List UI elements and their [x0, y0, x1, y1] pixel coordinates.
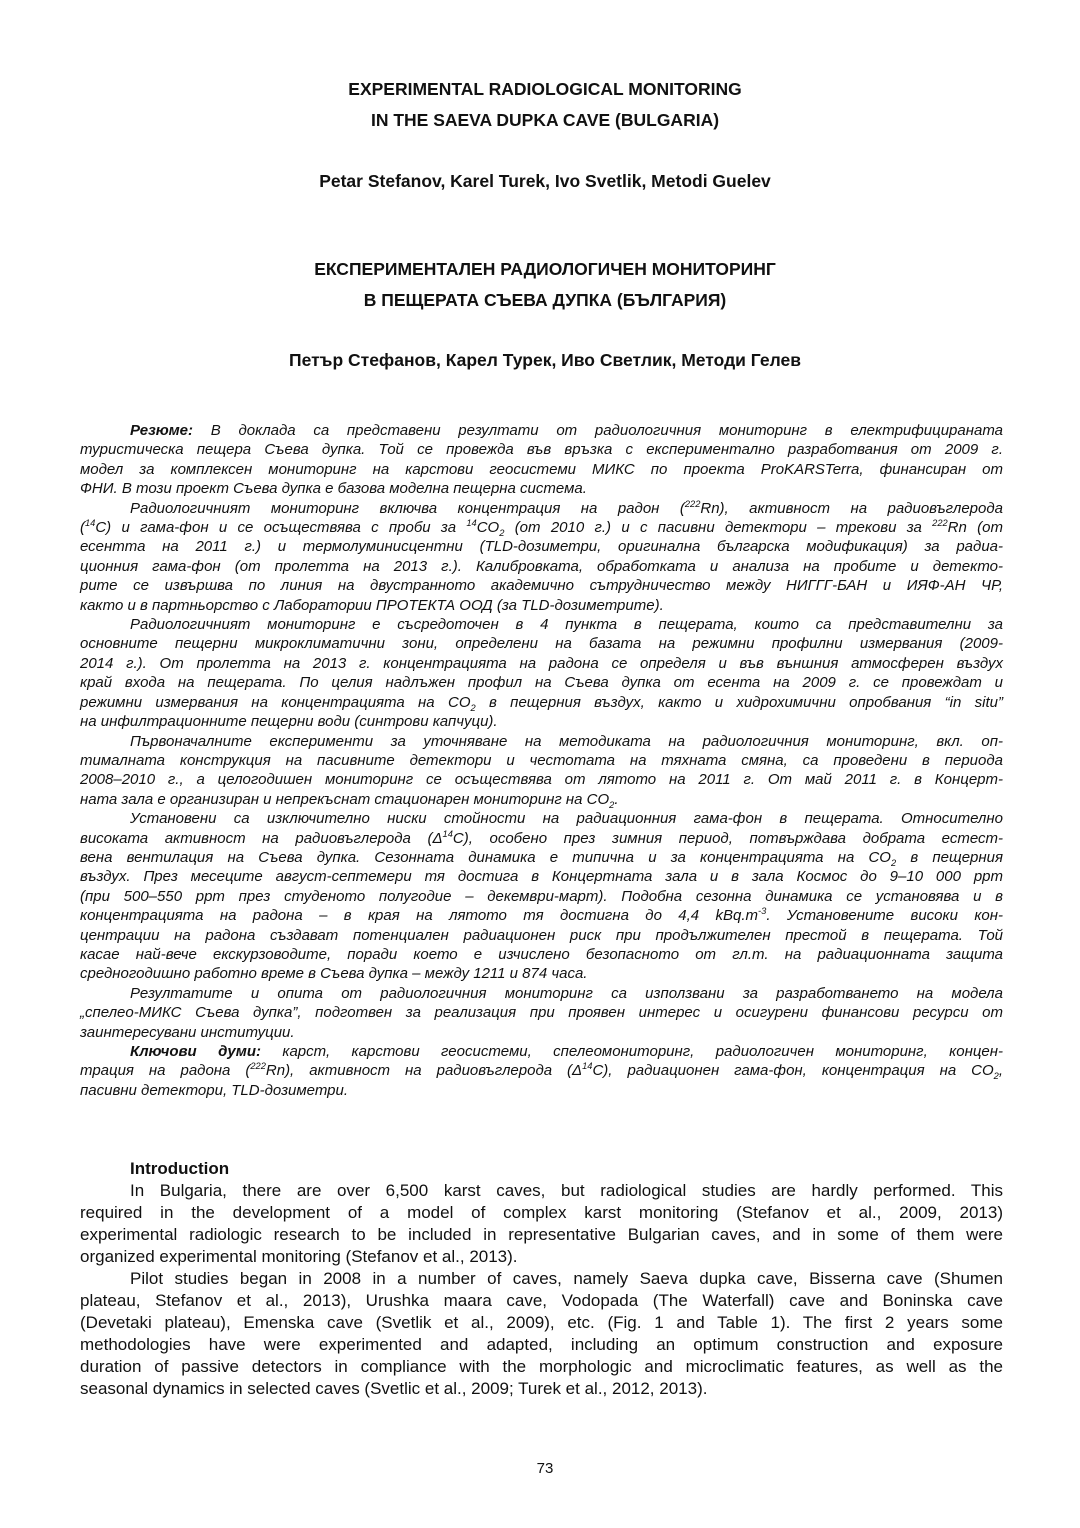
text-run: ФНИ. В този проект Съева дупка е базова моделна пещерна система.: [80, 480, 587, 498]
text-run: organized experimental monitoring (Stefanov et al., 2013).: [80, 1247, 518, 1266]
text-run: (Devetaki plateau), Emenska cave (Svetlik et al., 2009), etc. (Fig. 1 and Table 1). The first 2 years some: [80, 1313, 1003, 1332]
text-line: [80, 1202, 1003, 1224]
text-run: duration of passive detectors in compliance with the morphologic and microclimatic features, as well as the: [80, 1357, 1003, 1376]
paragraph: [80, 1180, 1003, 1268]
title-bg: [0, 254, 1080, 316]
text-line: [80, 945, 1003, 964]
page-number: 73: [536, 1460, 554, 1477]
text-run: В доклада са представени резултати от радиологичния мониторинг в електрифицираната: [210, 422, 1003, 439]
text-line: [80, 460, 1003, 479]
subscript: 2: [499, 528, 505, 539]
text-line: [80, 421, 1003, 440]
text-line: [80, 1180, 1003, 1202]
text-line: [80, 1246, 1003, 1268]
text-line: [80, 1268, 1003, 1290]
bold-label: Резюме:: [130, 422, 194, 439]
text-line: [80, 984, 1003, 1003]
text-line: [80, 1356, 1003, 1378]
text-run: C), радиационен гама-фон, концентрация на CO: [592, 1062, 994, 1080]
text-run: In Bulgaria, there are over 6,500 karst caves, but radiological studies are hardly performed. This: [130, 1181, 1003, 1200]
paragraph: [80, 421, 1003, 499]
text-run: ,: [998, 1062, 1004, 1080]
text-run: (при 500–550 ppm през студеното полугодие – декември-март). Подобна сезонна динамика се установява и в: [80, 887, 1003, 905]
text-line: [80, 1023, 1003, 1042]
text-run: концентрацията на радона – в края на лятото тя достигна до 4,4 kBq.m: [80, 907, 759, 925]
text-line: [80, 1290, 1003, 1312]
text-run: есентта на 2011 г.) и термолуминисцентни (TLD-дозиметри, оригинална българска модификация) за радиа-: [80, 538, 1003, 556]
supscript: 14: [466, 518, 477, 529]
paragraph: [80, 984, 1003, 1042]
text-line: [80, 964, 1003, 983]
text-line: [80, 1312, 1003, 1334]
text-run: Резултатите и опита от радиологичния мониторинг са използвани за разработването на модела: [130, 984, 1003, 1002]
text-run: .: [614, 790, 619, 808]
text-run: Установени са изключително ниски стойности на радиационния гама-фон в пещерата. Относително: [130, 810, 1003, 828]
paragraph: [80, 1042, 1003, 1100]
paragraph: [80, 1268, 1003, 1400]
text-run: режимни измервания на концентрацията на CO: [80, 693, 471, 711]
text-line: [80, 887, 1003, 906]
text-run: required in the development of a model of complex karst monitoring (Stefanov et al., 2009, 2013): [80, 1203, 1003, 1222]
text-run: трация на радона (: [80, 1062, 251, 1080]
text-line: [80, 596, 1003, 615]
text-line: [80, 867, 1003, 886]
text-run: „спелео-МИКС Съева дупка”, подготвен за реализация при проявен интерес и осигурени финансови ресурси от: [80, 1004, 1003, 1022]
text-run: Rn (от: [947, 519, 1003, 537]
text-run: центрации на радона създават потенциален радиационен риск при продължителен престой в пещерата. Той: [80, 926, 1003, 944]
text-line: [80, 440, 1003, 459]
text-run: рите се извършва по линия на двустранното академично сътрудничество между НИГГГ-БАН и ИЯФ-АН ЧР,: [80, 577, 1003, 595]
title-en: [0, 74, 1080, 136]
text-run: средногодишно работно време в Съева дупка – между 1211 и 874 часа.: [80, 965, 588, 983]
text-line: [80, 693, 1003, 712]
text-line: [80, 732, 1003, 751]
text-run: модел за комплексен мониторинг на карстови геосистеми МИКС по проекта ProKARSTerra, финансиран от: [80, 460, 1003, 478]
text-line: [80, 1042, 1003, 1061]
text-line: [80, 751, 1003, 770]
text-run: в пещерния въздух, както и хидрохимични опробвания “in situ”: [475, 693, 1003, 711]
text-line: [80, 1061, 1003, 1080]
authors-en: Petar Stefanov, Karel Turek, Ivo Svetlik, Metodi Guelev: [319, 171, 771, 191]
text-run: ната зала е организиран и непрекъснат стационарен мониторинг на CO: [80, 790, 610, 808]
text-run: . Установените високи кон-: [766, 907, 1003, 925]
supscript: 222: [932, 518, 948, 529]
text-run: край входа на пещерата. По целия надлъжен профил на Съева дупка от есента на 2009 г. се провеждат и: [80, 674, 1003, 692]
text-run: Първоначалните експерименти за уточняване на методиката на радиологичния мониторинг, вкл. оп-: [130, 732, 1003, 750]
text-run: methodologies have were experimented and adapted, including an optimum construction and exposure: [80, 1335, 1003, 1354]
text-run: карст, карстови геосистеми, спелеомониторинг, радиологичен мониторинг, концен-: [260, 1043, 1003, 1060]
text-run: Радиологичният мониторинг е съсредоточен в 4 пункта в пещерата, които са представителни за: [130, 616, 1003, 634]
text-run: (: [80, 519, 85, 537]
supscript: 222: [684, 498, 701, 509]
text-run: CO: [476, 519, 500, 537]
text-run: experimental radiologic research to be included in representative Bulgarian caves, and in some of them were: [80, 1225, 1003, 1244]
text-run: туристическа пещера Съева дупка. Той се провежда във връзка с експериментално разработвания от 2009 г.: [80, 441, 1003, 459]
title-en-line: IN THE SAEVA DUPKA CAVE (BULGARIA): [370, 110, 720, 130]
text-run: както и в партньорство с Лаборатории ПРОТЕКТА ООД (за TLD-дозиметрите).: [80, 596, 664, 614]
text-run: пасивни детектори, TLD-дозиметри.: [80, 1081, 349, 1099]
bold-label: Ключови думи:: [130, 1043, 261, 1060]
subscript: 2: [470, 702, 476, 713]
section-heading: Introduction: [130, 1159, 230, 1178]
supscript: 14: [85, 518, 96, 529]
text-line: [80, 1224, 1003, 1246]
text-run: в пещерния: [896, 848, 1004, 866]
authors-bg: Петър Стефанов, Карел Турек, Иво Светлик, Методи Гелев: [289, 350, 801, 370]
text-run: 2008–2010 г., а целогодишен мониторинг се осъществява от лятото на 2011 г. От май 2011 г. в Концерт-: [80, 771, 1003, 789]
text-run: (от 2010 г.) и с пасивни детектори – трекови за: [504, 519, 933, 537]
subscript: 2: [993, 1071, 999, 1082]
text-line: [80, 770, 1003, 789]
text-run: въздух. През месеците август-септемери тя достига в Концертната зала и в зала Космос до 9–10 000 ppm: [80, 868, 1003, 886]
paragraph: [80, 732, 1003, 810]
text-run: тималната конструкция на пасивните детектори и честотата на тяхната смяна, са проведени в периода: [80, 751, 1003, 769]
supscript: 222: [250, 1061, 266, 1072]
text-run: заинтересувани институции.: [80, 1023, 295, 1041]
introduction-section: [80, 1158, 1003, 1400]
text-line: [80, 926, 1003, 945]
text-run: ционния гама-фон (от пролетта на 2013 г.). Калибровката, обработката и анализа на пробите и детекто-: [80, 557, 1003, 575]
subscript: 2: [890, 857, 897, 868]
text-line: [80, 1378, 1003, 1400]
abstract: [80, 421, 1003, 1100]
text-line: [80, 479, 1003, 498]
text-line: [80, 1334, 1003, 1356]
text-run: seasonal dynamics in selected caves (Svetlic et al., 2009; Turek et al., 2012, 2013).: [80, 1379, 708, 1398]
text-line: [80, 1081, 1003, 1100]
paragraph: [80, 809, 1003, 984]
subscript: 2: [609, 799, 615, 810]
text-line: [80, 906, 1003, 925]
introduction-body: [80, 1180, 1003, 1400]
text-run: C) и гама-фон и се осъществява с проби за: [95, 519, 467, 537]
text-line: [80, 518, 1003, 537]
text-run: C), особено през зимния период, потвърждава добрата естест-: [452, 829, 1003, 847]
text-run: вена вентилация на Съева дупка. Сезонната динамика е типична и за концентрацията на CO: [80, 848, 891, 866]
supscript: 14: [442, 828, 453, 839]
text-line: [80, 673, 1003, 692]
text-run: Pilot studies began in 2008 in a number of caves, namely Saeva dupka cave, Bisserna cave (Shumen: [130, 1269, 1003, 1288]
text-line: [80, 537, 1003, 556]
text-line: [80, 848, 1003, 867]
text-line: [80, 576, 1003, 595]
text-line: [80, 712, 1003, 731]
text-run: Радиологичният мониторинг включва концентрация на радон (: [130, 499, 685, 517]
text-line: [80, 790, 1003, 809]
text-run: касае най-вече екскурзоводите, поради което е изчислено безопасното от гл.т. на радиационната защита: [80, 945, 1003, 963]
text-line: [80, 829, 1003, 848]
text-line: [80, 634, 1003, 653]
text-line: [80, 1003, 1003, 1022]
supscript: 14: [582, 1061, 593, 1072]
text-run: Rn), активност на радиовъглерода (Δ: [265, 1062, 583, 1080]
text-run: основните пещерни микроклиматични зони, определени на базата на режимни профилни измервания (2009-: [80, 635, 1003, 653]
supscript: -3: [758, 906, 767, 917]
title-bg-line: ЕКСПЕРИМЕНТАЛЕН РАДИОЛОГИЧЕН МОНИТОРИНГ: [314, 259, 776, 279]
text-run: 2014 г.). От пролетта на 2013 г. концентрацията на радона се определя и във външния атмосферен въздух: [80, 654, 1003, 672]
paragraph: [80, 615, 1003, 731]
text-run: plateau, Stefanov et al., 2013), Urushka maara cave, Vodopada (The Waterfall) cave and Boninska cave: [80, 1291, 1003, 1310]
text-line: [80, 499, 1003, 518]
text-run: Rn), активност на радиовъглерода: [700, 499, 1003, 517]
text-line: [80, 557, 1003, 576]
text-line: [80, 809, 1003, 828]
title-bg-line: В ПЕЩЕРАТА СЪЕВА ДУПКА (БЪЛГАРИЯ): [363, 290, 727, 310]
paragraph: [80, 499, 1003, 615]
text-line: [80, 654, 1003, 673]
text-run: високата активност на радиовъглерода (Δ: [80, 829, 443, 847]
text-run: на инфилтрационните пещерни води (синтрови капчуци).: [80, 713, 498, 731]
title-en-line: EXPERIMENTAL RADIOLOGICAL MONITORING: [348, 79, 742, 99]
text-line: [80, 615, 1003, 634]
